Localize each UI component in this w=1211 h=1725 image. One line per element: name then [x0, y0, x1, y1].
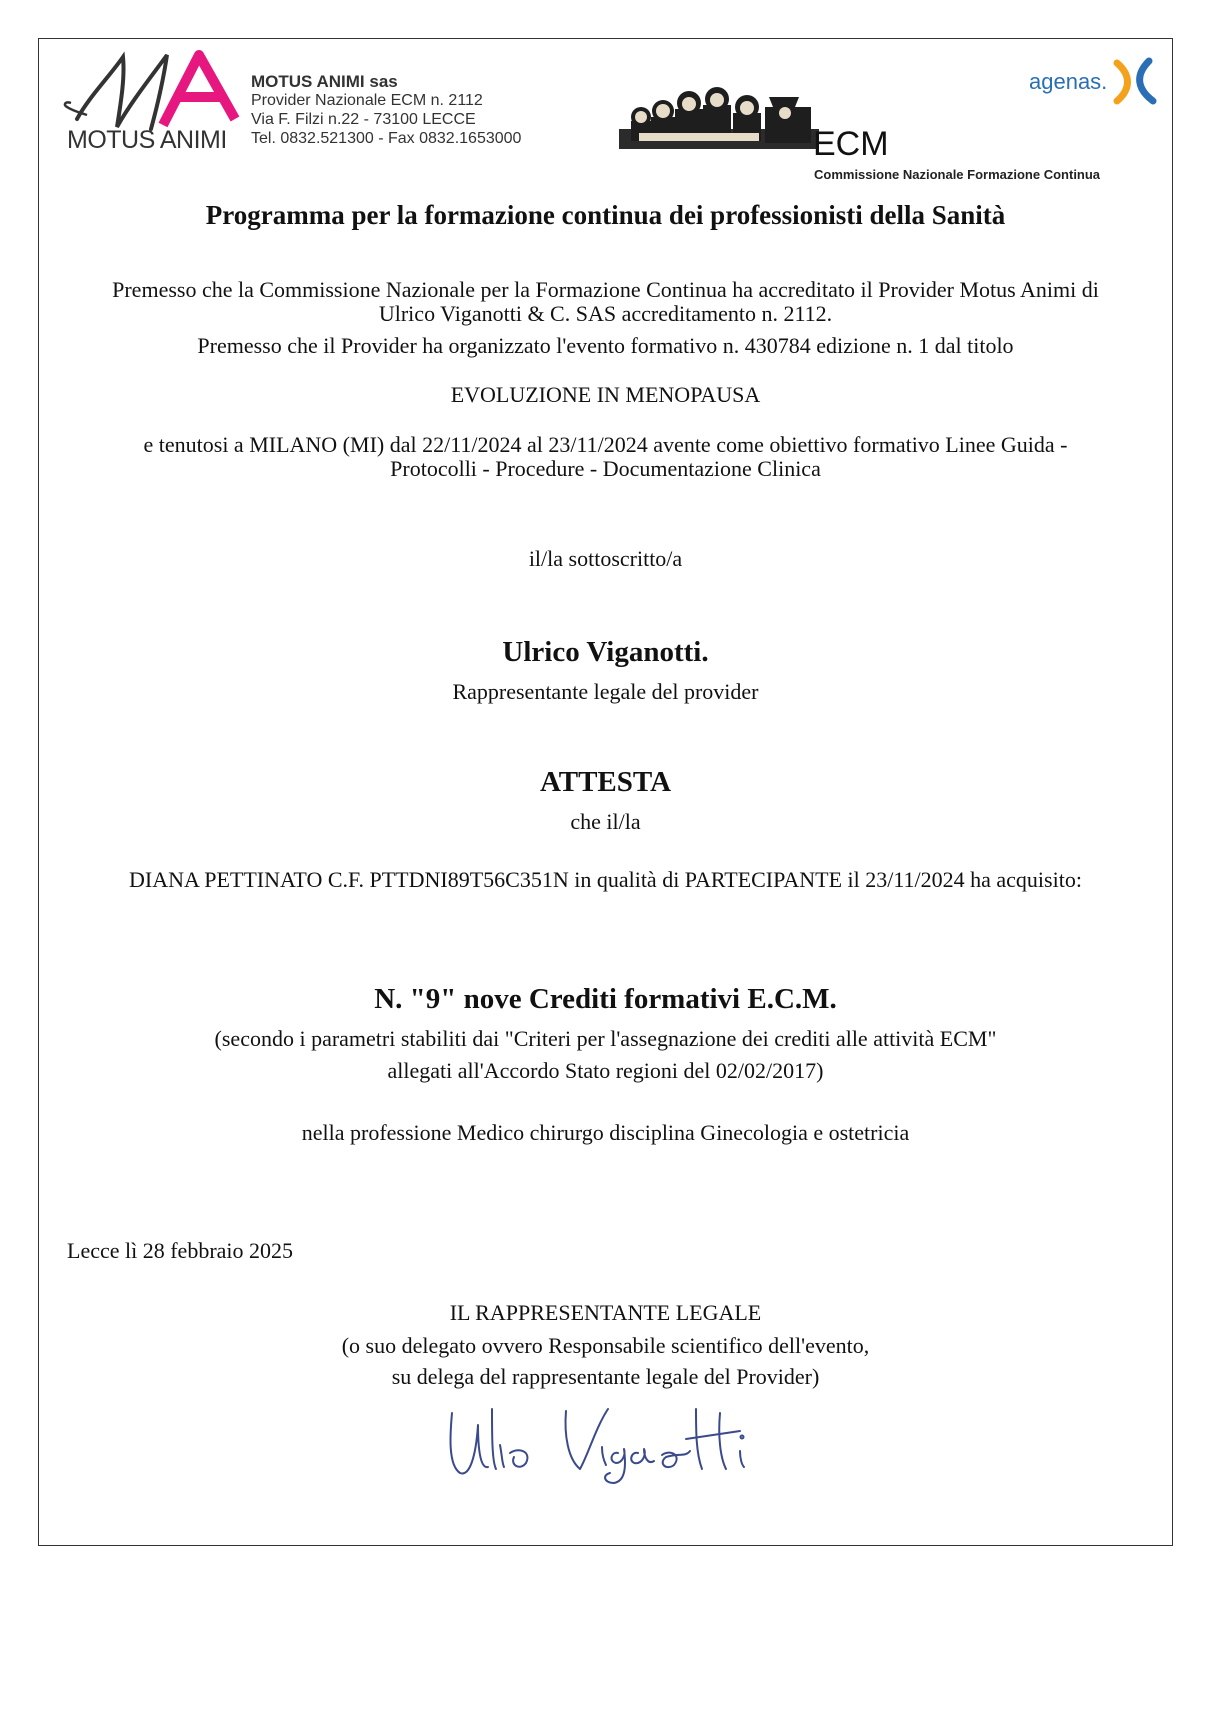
participant-line: DIANA PETTINATO C.F. PTTDNI89T56C351N in qualità di PARTECIPANTE il 23/11/2024 ha acquisito:: [129, 867, 1082, 892]
provider-address: Via F. Filzi n.22 - 73100 LECCE: [251, 111, 476, 128]
attesta-heading: ATTESTA: [539, 766, 672, 798]
che-label: che il/la: [570, 809, 641, 834]
premise-1-line-1: Premesso che la Commissione Nazionale per la Formazione Continua ha accreditato il Provider Motus Animi di: [112, 277, 1099, 302]
representative-role: Rappresentante legale del provider: [452, 679, 759, 704]
premise-2: Premesso che il Provider ha organizzato l'evento formativo n. 430784 edizione n. 1 dal titolo: [197, 333, 1014, 358]
provider-name: MOTUS ANIMI sas: [251, 72, 398, 91]
certificate-header: [39, 39, 1172, 182]
event-details-line-1: e tenutosi a MILANO (MI) dal 22/11/2024 al 23/11/2024 avente come obiettivo formativo Linee Guida -: [143, 432, 1068, 457]
criteria-line-2: allegati all'Accordo Stato regioni del 02/02/2017): [387, 1058, 824, 1083]
legal-rep-line-1: (o suo delegato ovvero Responsabile scientifico dell'evento,: [341, 1333, 870, 1358]
anatomy-lesson-image: [619, 77, 819, 149]
legal-rep-line-2: su delega del rappresentante legale del Provider): [391, 1364, 820, 1389]
credits-line: N. "9" nove Crediti formativi E.C.M.: [374, 983, 837, 1015]
legal-rep-title: IL RAPPRESENTANTE LEGALE: [449, 1300, 762, 1325]
provider-info: [251, 72, 521, 148]
agenas-mark-icon: [1109, 57, 1159, 107]
criteria-line-1: (secondo i parametri stabiliti dai "Criteri per l'assegnazione dei crediti alle attività ECM": [214, 1026, 997, 1051]
event-details-line-2: Protocolli - Procedure - Documentazione Clinica: [390, 456, 821, 481]
representative-name: Ulrico Viganotti.: [502, 636, 709, 668]
place-date: Lecce lì 28 febbraio 2025: [67, 1238, 294, 1263]
certificate-title: Programma per la formazione continua dei professionisti della Sanità: [205, 200, 1006, 230]
agenas-logo: [1029, 57, 1159, 107]
certificate-frame: [38, 38, 1173, 1546]
agenas-wordmark: agenas.: [1029, 69, 1108, 94]
event-title: EVOLUZIONE IN MENOPAUSA: [450, 382, 761, 407]
handwritten-signature: [440, 1395, 780, 1490]
provider-contacts: Tel. 0832.521300 - Fax 0832.1653000: [251, 130, 522, 147]
provider-number: Provider Nazionale ECM n. 2112: [251, 92, 483, 109]
logo-wordmark: MOTUS ANIMI: [67, 126, 227, 154]
premise-1-line-2: Ulrico Viganotti & C. SAS accreditamento n. 2112.: [378, 301, 833, 326]
undersigned-label: il/la sottoscritto/a: [528, 546, 683, 571]
profession-line: nella professione Medico chirurgo disciplina Ginecologia e ostetricia: [301, 1120, 910, 1145]
ecm-subtitle: Commissione Nazionale Formazione Continua: [814, 167, 1101, 182]
ecm-title: ECM: [813, 125, 889, 163]
